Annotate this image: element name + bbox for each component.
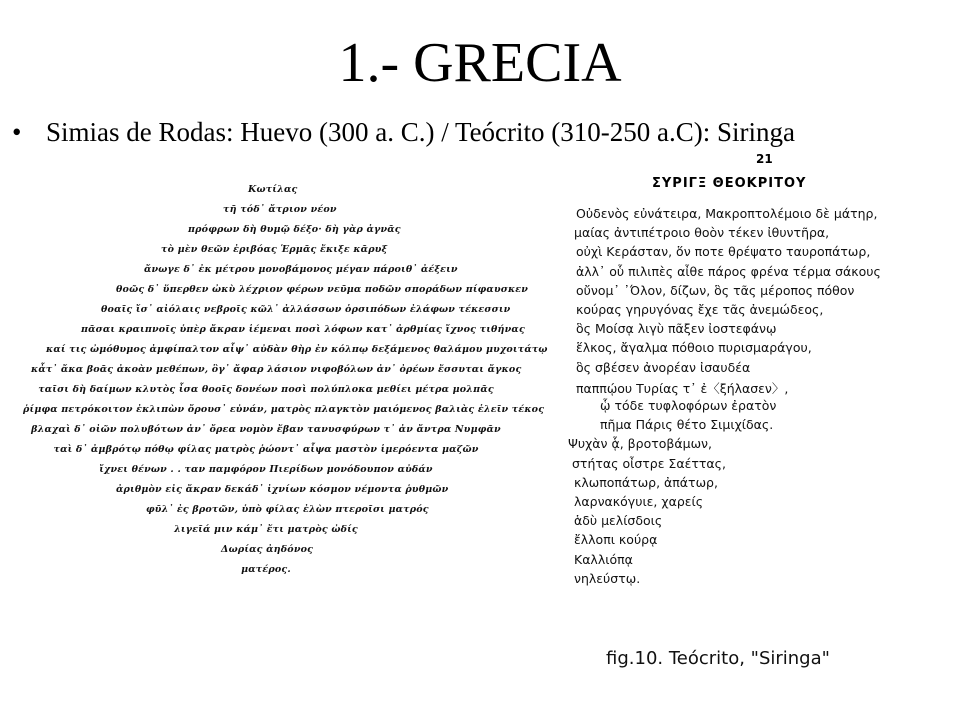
egg-poem-line: θοῶς δ᾽ ὕπερθεν ὠκὺ λέχριον φέρων νεῦμα ποδῶν σποράδων πίφαυσκεν (116, 284, 529, 295)
siringa-poem-line: Οὐδενὸς εὐνάτειρα, Μακροπτολέμοιο δὲ μάτηρ, (576, 206, 878, 221)
egg-poem-line: ῥίμφα πετρόκοιτον ἐκλιπὼν ὄρουσ᾽ εὐνάν, ματρὸς πλαγκτὸν μαιόμενος βαλιὰς ἑλεῖν τέκος (23, 404, 545, 415)
egg-poem-line: πρόφρων δὴ θυμῷ δέξο· δὴ γὰρ ἁγνᾶς (188, 224, 401, 235)
siringa-poem-line: κλωποπάτωρ, ἀπάτωρ, (574, 474, 718, 490)
egg-poem-line: ταῖσι δὴ δαίμων κλυτὸς ἶσα θοοῖς δονέων ποσὶ πολύπλοκα μεθίει μέτρα μολπᾶς (38, 384, 494, 395)
page-number: 21 (756, 152, 773, 166)
siringa-poem-line: πῆμα Πάρις θέτο Σιμιχίδας. (600, 417, 774, 433)
siringa-poem-line: κούρας γηρυγόνας ἔχε τᾶς ἀνεμώδεος, (576, 302, 824, 317)
egg-poem-line: ταὶ δ᾽ ἀμβρότῳ πόθῳ φίλας ματρὸς ῥώοντ᾽ αἶψα μαστὸν ἱμερόεντα μαζῶν (53, 444, 479, 455)
siringa-poem-line: ἔλλοπι κούρᾳ (574, 532, 658, 548)
poem-heading: ΣΥΡΙΓΞ ΘΕΟΚΡΙΤΟΥ (652, 176, 807, 191)
siringa-poem-image (560, 148, 900, 708)
siringa-poem-line: ὃς σβέσεν ἀνορέαν ἰσαυδέα (576, 359, 751, 375)
slide-title: 1.- GRECIA (338, 32, 622, 94)
egg-poem-line: Δωρίας ἀηδόνος (221, 544, 314, 555)
bullet-symbol: • (12, 117, 22, 147)
egg-poem-line: ἄνωγε δ᾽ ἐκ μέτρου μονοβάμονος μέγαν πάροιθ᾽ ἀέξειν (144, 264, 458, 275)
bullet-text: Simias de Rodas: Huevo (300 a. C.) / Teócrito (310-250 a.C): Siringa (46, 117, 795, 147)
bullet-item (12, 112, 952, 147)
siringa-poem-line: ἀλλ᾽ οὗ πιλιπὲς αἶθε πάρος φρένα τέρμα σάκους (576, 263, 881, 279)
egg-poem-line: καί τις ὠμόθυμος ἀμφίπαλτον αἶψ᾽ αὐδὰν θὴρ ἐν κόλπῳ δεξάμενος θαλάμου μυχοιτάτῳ (46, 344, 548, 355)
egg-poem-line: πᾶσαι κραιπνοῖς ὑπὲρ ἄκραν ἱέμεναι ποσὶ λόφων κατ᾽ ἀρθμίας ἴχνος τιθήνας (81, 324, 525, 335)
siringa-poem-line: οὔνομ᾽ ᾽Όλον, δίζων, ὃς τᾶς μέροπος πόθον (576, 282, 855, 298)
siringa-poem-line: ᾧ τόδε τυφλοφόρων ἐρατὸν (600, 398, 777, 413)
siringa-poem-line: λαρνακόγυιε, χαρείς (574, 494, 704, 509)
siringa-poem-line: Ψυχὰν ᾇ, βροτοβάμων, (568, 436, 713, 452)
egg-poem-line: θοαῖς ἴσ᾽ αἰόλαις νεβροῖς κῶλ᾽ ἀλλάσσων ὁρσιπόδων ἐλάφων τέκεσσιν (101, 304, 511, 315)
egg-poem-line: φῦλ᾽ ἐς βροτῶν, ὑπὸ φίλας ἐλὼν πτεροῖσι ματρός (146, 504, 429, 515)
egg-poem-line: ματέρος. (241, 564, 291, 575)
siringa-poem-line: παππῴου Τυρίας τ᾽ ἐ〈ξήλασεν〉, (576, 380, 789, 396)
egg-poem-line: ἀριθμὸν εἰς ἄκραν δεκάδ᾽ ἰχνίων κόσμον νέμοντα ῥυθμῶν (116, 484, 449, 495)
siringa-poem-line: Καλλιόπᾳ (574, 551, 633, 567)
siringa-poem-line: ἕλκος, ἄγαλμα πόθοιο πυρισμαράγου, (576, 340, 812, 356)
egg-poem-line: βλαχαὶ δ᾽ οἰῶν πολυβότων ἀν᾽ ὄρεα νομὸν ἔβαν τανυσφύρων τ᾽ ἀν ἄντρα Νυμφᾶν (31, 424, 501, 435)
egg-poem-line: τῆ τόδ᾽ ἄτριον νέον (223, 204, 337, 215)
egg-poem-image (10, 170, 548, 590)
siringa-poem-line: οὐχὶ Κεράσταν, ὅν ποτε θρέψατο ταυροπάτωρ, (576, 244, 871, 260)
figure-caption: fig.10. Teócrito, "Siringa" (606, 648, 830, 669)
siringa-poem-line: στήτας οἶστρε Σαέττας, (572, 455, 726, 471)
egg-poem-line: ἴχνει θένων . . ταν παμφόρον Πιερίδων μονόδουπον αὐδάν (99, 464, 433, 475)
egg-poem-line: Κωτίλας (248, 184, 298, 195)
egg-poem-line: τὸ μὲν θεῶν ἐριβόας Ἑρμᾶς ἔκιξε κᾶρυξ (161, 244, 388, 255)
siringa-poem-line: νηλεύστῳ. (574, 570, 641, 586)
egg-poem-line: λιγεῖά μιν κάμ᾽ ἔτι ματρὸς ὠδίς (174, 524, 358, 535)
siringa-poem-line: ἁδὺ μελίσδοις (574, 513, 663, 529)
siringa-poem-line: ὃς Μοίσᾳ λιγὺ πᾶξεν ἰοστεφάνῳ (576, 321, 777, 337)
egg-poem-line: κἆτ᾽ ἄκα βοᾶς ἀκοὰν μεθέπων, ὃγ᾽ ἄφαρ λάσιον νιφοβόλων ἀν᾽ ὀρέων ἔσσυται ἄγκος (31, 364, 522, 375)
siringa-poem-line: μαίας ἀντιπέτροιο θοὸν τέκεν ἰθυντῆρα, (574, 225, 830, 241)
